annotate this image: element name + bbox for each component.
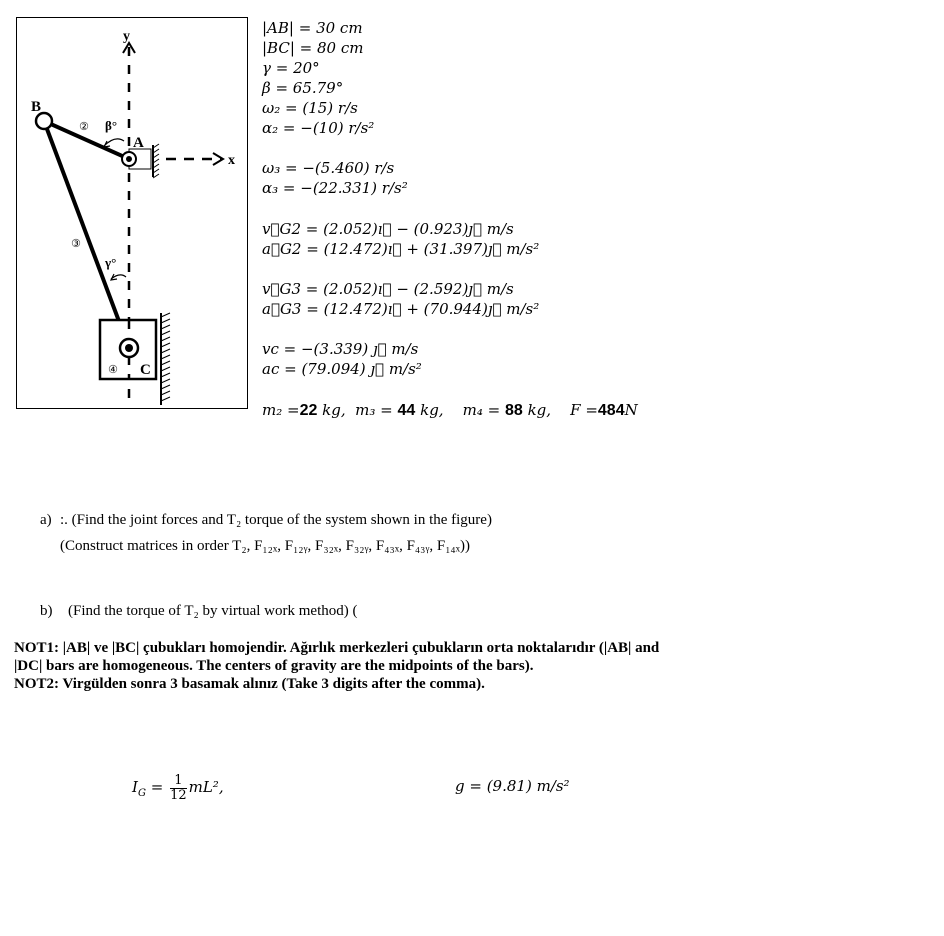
ig-lhs: I — [132, 778, 138, 796]
inertia-formula: $I_G$ = $\frac{1}{12}$ mL², — [132, 772, 224, 803]
given-alpha2: α₂ = −(10) r/s² — [262, 119, 375, 137]
m4-value: 88 — [505, 402, 523, 419]
result-vc: vc = −(3.339) ȷ⃗ m/s — [262, 340, 419, 358]
given-omega2: ω₂ = (15) r/s — [262, 99, 358, 117]
question-b-label: b) — [40, 603, 53, 619]
gravity-formula: g = (9.81) m/s² — [455, 777, 570, 795]
force-unit: N — [624, 401, 638, 419]
label-link4: ④ — [108, 363, 118, 376]
guide-wall-hatch — [161, 313, 170, 401]
beta-arc — [104, 139, 124, 146]
m2-label: m₂ = — [262, 401, 300, 419]
given-bc: |BC| = 80 cm — [262, 39, 364, 57]
note2: NOT2: Virgülden sonra 3 basamak alınız (Take 3 digits after the comma). — [14, 676, 485, 692]
m2-unit: kg, — [322, 401, 346, 419]
result-vg3: v⃗G3 = (2.052)ı⃗ − (2.592)ȷ⃗ m/s — [262, 280, 514, 298]
label-gamma: γ° — [105, 255, 117, 270]
result-omega3: ω₃ = −(5.460) r/s — [262, 159, 395, 177]
force-value: 484 — [597, 402, 625, 419]
question-a-matrix: (Construct matrices in order T₂, F₁₂ₓ, F₁₂ᵧ, F₃₂ₓ, F₃₂ᵧ, F₄₃ₓ, F₄₃ᵧ, F₁₄ₓ)) — [60, 538, 471, 554]
label-link2: ② — [79, 120, 89, 133]
x-axis-arrow-icon — [213, 153, 223, 165]
mechanism-figure — [16, 17, 248, 409]
question-a-label: a) — [40, 512, 52, 528]
ig-rhs: mL², — [188, 778, 224, 796]
label-y: y — [123, 29, 130, 44]
joint-c-center — [125, 344, 133, 352]
note1-line1: NOT1: |AB| ve |BC| çubukları homojendir. Ağırlık merkezleri çubukların orta noktalarıdır (|AB| and — [14, 640, 660, 656]
question-a-text: :. (Find the joint forces and T₂ torque of the system shown in the figure) — [60, 512, 492, 528]
m4-unit: kg, — [527, 401, 552, 419]
joint-b — [36, 113, 52, 129]
masses-line — [262, 400, 638, 421]
ig-fraction — [170, 774, 187, 803]
ig-den: 12 — [170, 787, 187, 803]
result-ac: ac = (79.094) ȷ⃗ m/s² — [262, 360, 422, 378]
result-ag2: a⃗G2 = (12.472)ı⃗ + (31.397)ȷ⃗ m/s² — [262, 240, 540, 258]
note1-line2: |DC| bars are homogeneous. The centers of gravity are the midpoints of the bars). — [14, 658, 534, 674]
label-x: x — [228, 153, 235, 168]
label-link3: ③ — [71, 237, 81, 250]
m3-label: m₃ = — [355, 401, 393, 419]
m3-value: 44 — [397, 402, 416, 419]
given-beta: β = 65.79° — [262, 79, 344, 97]
joint-a-center — [126, 156, 132, 162]
label-a: A — [133, 135, 144, 151]
result-alpha3: α₃ = −(22.331) r/s² — [262, 179, 408, 197]
given-gamma: γ = 20° — [262, 59, 320, 77]
m3-unit: kg, — [420, 401, 444, 419]
m2-value: 22 — [299, 402, 318, 419]
result-vg2: v⃗G2 = (2.052)ı⃗ − (0.923)ȷ⃗ m/s — [262, 220, 514, 238]
label-b: B — [31, 99, 42, 115]
given-ab: |AB| = 30 cm — [262, 19, 363, 37]
m4-label: m₄ = — [462, 401, 501, 419]
ig-num: 1 — [170, 774, 187, 789]
force-label: F = — [570, 401, 598, 419]
ig-sub: G — [137, 788, 146, 799]
label-beta: β° — [105, 118, 118, 133]
label-c: C — [140, 362, 151, 378]
question-b-text: (Find the torque of T₂ by virtual work method) ( — [68, 603, 358, 619]
result-ag3: a⃗G3 = (12.472)ı⃗ + (70.944)ȷ⃗ m/s² — [262, 300, 540, 318]
